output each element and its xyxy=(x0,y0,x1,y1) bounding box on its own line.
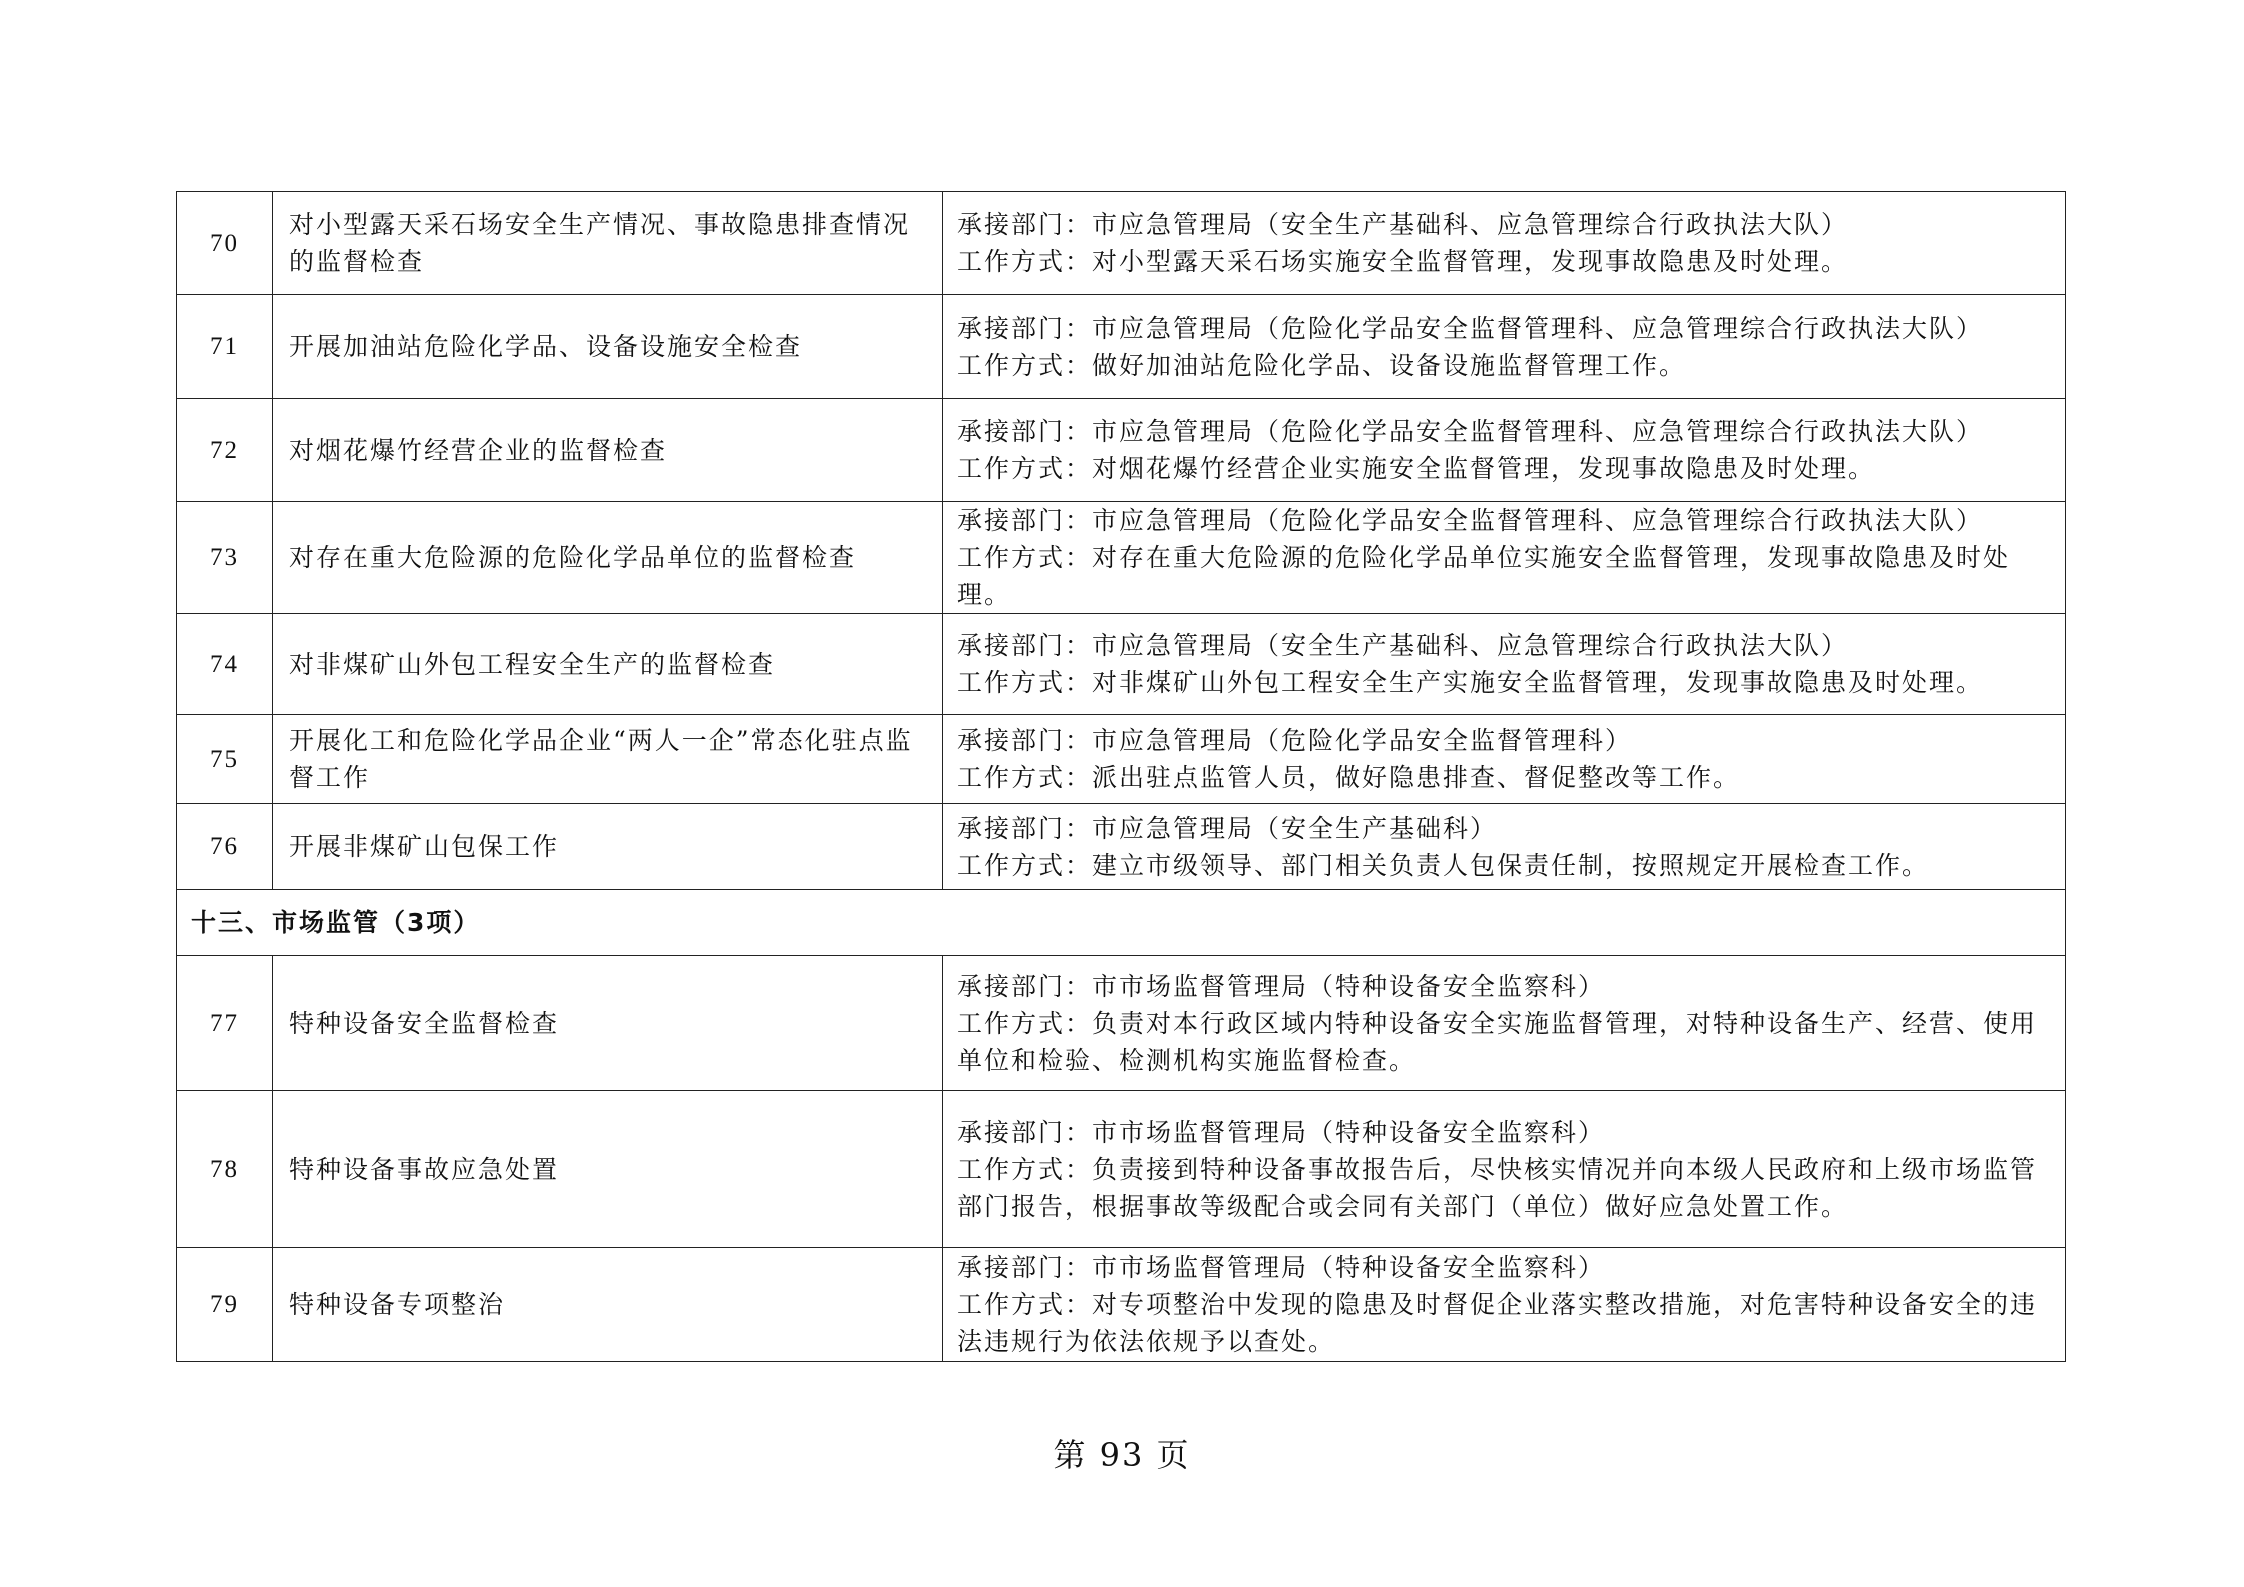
table-row xyxy=(177,1091,2066,1248)
task-description xyxy=(943,399,2066,502)
page-number: 第 93 页 xyxy=(1053,1436,1191,1474)
method-line: 工作方式：对小型露天采石场实施安全监督管理，发现事故隐患及时处理。 xyxy=(957,247,1849,276)
department-line: 承接部门：市应急管理局（安全生产基础科） xyxy=(957,813,1498,843)
section-heading: 十三、市场监管（3项） xyxy=(177,890,2066,956)
task-description xyxy=(943,295,2066,399)
method-line: 工作方式：建立市级领导、部门相关负责人包保责任制，按照规定开展检查工作。 xyxy=(957,850,1930,880)
task-description xyxy=(943,715,2066,804)
task-item: 开展加油站危险化学品、设备设施安全检查 xyxy=(273,295,943,399)
task-item: 对存在重大危险源的危险化学品单位的监督检查 xyxy=(273,502,943,614)
department-line: 承接部门：市市场监督管理局（特种设备安全监察科） xyxy=(957,971,1606,1001)
table-row xyxy=(177,804,2066,890)
row-number: 74 xyxy=(177,614,273,715)
section-heading-row xyxy=(177,890,2066,956)
table-row xyxy=(177,399,2066,502)
table-row xyxy=(177,1248,2066,1362)
table-row xyxy=(177,192,2066,295)
row-number: 75 xyxy=(177,715,273,804)
method-line: 工作方式：负责对本行政区域内特种设备安全实施监督管理，对特种设备生产、经营、使用单位和检验、检测机构实施监督检查。 xyxy=(957,1008,2038,1075)
task-item: 对烟花爆竹经营企业的监督检查 xyxy=(273,399,943,502)
task-description xyxy=(943,956,2066,1091)
row-number: 71 xyxy=(177,295,273,399)
task-description xyxy=(943,804,2066,890)
task-item: 特种设备事故应急处置 xyxy=(273,1091,943,1248)
method-line: 工作方式：负责接到特种设备事故报告后，尽快核实情况并向本级人民政府和上级市场监管部门报告，根据事故等级配合或会同有关部门（单位）做好应急处置工作。 xyxy=(957,1154,2038,1221)
task-description xyxy=(943,1091,2066,1248)
task-description xyxy=(943,1248,2066,1362)
table-row xyxy=(177,502,2066,614)
table-row xyxy=(177,295,2066,399)
department-line: 承接部门：市市场监督管理局（特种设备安全监察科） xyxy=(957,1253,1606,1282)
task-description xyxy=(943,502,2066,614)
task-item: 对小型露天采石场安全生产情况、事故隐患排查情况的监督检查 xyxy=(273,192,943,295)
row-number: 79 xyxy=(177,1248,273,1362)
method-line: 工作方式：对专项整治中发现的隐患及时督促企业落实整改措施，对危害特种设备安全的违法违规行为依法依规予以查处。 xyxy=(957,1290,2038,1356)
department-line: 承接部门：市市场监督管理局（特种设备安全监察科） xyxy=(957,1117,1606,1147)
table-row xyxy=(177,956,2066,1091)
table-row xyxy=(177,614,2066,715)
method-line: 工作方式：对存在重大危险源的危险化学品单位实施安全监督管理，发现事故隐患及时处理。 xyxy=(957,543,2011,609)
row-number: 70 xyxy=(177,192,273,295)
department-line: 承接部门：市应急管理局（危险化学品安全监督管理科） xyxy=(957,726,1633,755)
task-item: 开展非煤矿山包保工作 xyxy=(273,804,943,890)
method-line: 工作方式：派出驻点监管人员，做好隐患排查、督促整改等工作。 xyxy=(957,763,1741,792)
department-line: 承接部门：市应急管理局（危险化学品安全监督管理科、应急管理综合行政执法大队） xyxy=(957,417,1984,446)
row-number: 77 xyxy=(177,956,273,1091)
responsibility-table xyxy=(176,191,2066,1362)
department-line: 承接部门：市应急管理局（危险化学品安全监督管理科、应急管理综合行政执法大队） xyxy=(957,313,1984,343)
table-row xyxy=(177,715,2066,804)
department-line: 承接部门：市应急管理局（安全生产基础科、应急管理综合行政执法大队） xyxy=(957,631,1849,660)
method-line: 工作方式：对非煤矿山外包工程安全生产实施安全监督管理，发现事故隐患及时处理。 xyxy=(957,668,1984,697)
department-line: 承接部门：市应急管理局（安全生产基础科、应急管理综合行政执法大队） xyxy=(957,210,1849,239)
task-description xyxy=(943,192,2066,295)
row-number: 73 xyxy=(177,502,273,614)
task-description xyxy=(943,614,2066,715)
method-line: 工作方式：对烟花爆竹经营企业实施安全监督管理，发现事故隐患及时处理。 xyxy=(957,454,1876,483)
task-item: 特种设备安全监督检查 xyxy=(273,956,943,1091)
task-item: 特种设备专项整治 xyxy=(273,1248,943,1362)
task-item: 开展化工和危险化学品企业“两人一企”常态化驻点监督工作 xyxy=(273,715,943,804)
task-item: 对非煤矿山外包工程安全生产的监督检查 xyxy=(273,614,943,715)
department-line: 承接部门：市应急管理局（危险化学品安全监督管理科、应急管理综合行政执法大队） xyxy=(957,506,1984,535)
row-number: 76 xyxy=(177,804,273,890)
method-line: 工作方式：做好加油站危险化学品、设备设施监督管理工作。 xyxy=(957,350,1687,380)
row-number: 72 xyxy=(177,399,273,502)
row-number: 78 xyxy=(177,1091,273,1248)
